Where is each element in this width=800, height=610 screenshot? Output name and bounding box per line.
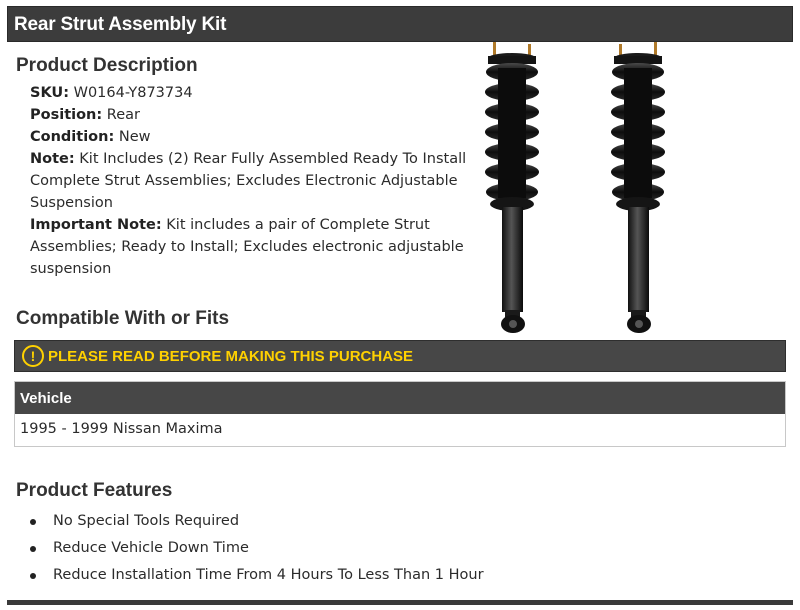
bottom-divider [7, 600, 793, 605]
condition-value: New [118, 129, 151, 145]
title-bar [7, 6, 793, 42]
strut-assembly-image [478, 42, 678, 340]
condition-row [30, 126, 480, 148]
sku-row [30, 82, 480, 104]
vehicle-column-header: Vehicle [20, 390, 72, 407]
note-label: Note: [30, 151, 75, 167]
list-item [30, 535, 484, 562]
page-title: Rear Strut Assembly Kit [14, 14, 227, 35]
position-row [30, 104, 480, 126]
note-row [30, 148, 480, 214]
note-value: Kit Includes (2) Rear Fully Assembled Ready To Install Complete Strut Assemblies; Excludes Electronic Adjustable Suspension [30, 151, 467, 211]
important-note-value: Kit includes a pair of Complete Strut Assemblies; Ready to Install; Excludes electronic adjustable suspension [30, 217, 464, 277]
important-note-row [30, 214, 480, 280]
product-description [30, 82, 480, 280]
strut-right [611, 42, 665, 333]
feature-text: Reduce Vehicle Down Time [53, 540, 249, 556]
purchase-warning-text: PLEASE READ BEFORE MAKING THIS PURCHASE [48, 348, 414, 365]
condition-label: Condition: [30, 129, 115, 145]
list-item [30, 508, 484, 535]
features-list [30, 508, 484, 589]
feature-text: Reduce Installation Time From 4 Hours To Less Than 1 Hour [53, 567, 484, 583]
sku-label: SKU: [30, 85, 69, 101]
vehicle-table [14, 381, 786, 447]
product-features-heading: Product Features [16, 480, 173, 501]
compatibility-heading: Compatible With or Fits [16, 308, 230, 329]
position-label: Position: [30, 107, 103, 123]
purchase-warning-banner [14, 340, 786, 372]
bullet-icon [30, 573, 36, 579]
list-item [30, 562, 484, 589]
important-note-label: Important Note: [30, 217, 162, 233]
product-description-heading: Product Description [16, 55, 198, 76]
feature-text: No Special Tools Required [53, 513, 240, 529]
sku-value: W0164-Y873734 [73, 85, 193, 101]
bullet-icon [30, 519, 36, 525]
table-header [15, 382, 785, 414]
vehicle-cell: 1995 - 1999 Nissan Maxima [20, 421, 223, 437]
position-value: Rear [106, 107, 140, 123]
table-row [15, 414, 785, 446]
exclamation-circle-icon: ! [22, 345, 44, 367]
strut-left [485, 42, 539, 333]
bullet-icon [30, 546, 36, 552]
